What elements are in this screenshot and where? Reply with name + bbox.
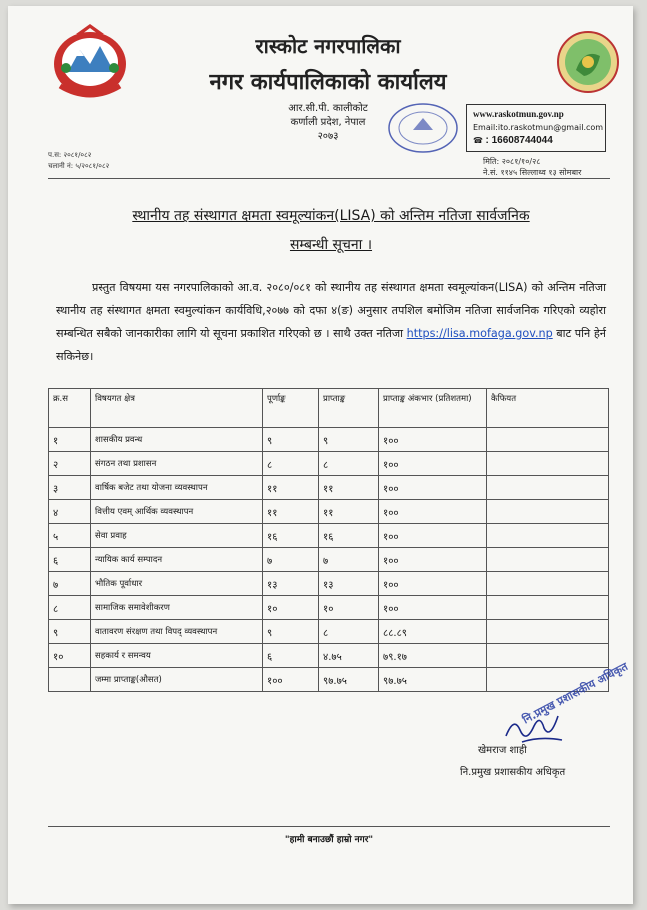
office-address <box>268 102 388 144</box>
col-header-sn: क्र.स <box>49 389 91 428</box>
cell-obtained: १६ <box>319 524 379 548</box>
signatory-name: खेमराज शाही <box>478 745 527 756</box>
cell-percent: १०० <box>379 596 487 620</box>
dispatch-number: चलानी नं: ५/२०८१/०८२ <box>48 162 110 170</box>
cell-area: जम्मा प्राप्ताङ्क(औसत) <box>91 668 263 692</box>
office-seal-stamp-icon <box>383 96 463 156</box>
office-name: नगर कार्यपालिकाको कार्यालय <box>209 69 447 95</box>
table-row <box>49 572 609 596</box>
cell-remarks <box>487 524 609 548</box>
date-block <box>483 156 581 178</box>
cell-remarks <box>487 644 609 668</box>
cell-full-marks: ९ <box>263 620 319 644</box>
col-header-full-marks: पूर्णाङ्क <box>263 389 319 428</box>
email-text: Email:ito.raskotmun@gmail.com <box>473 123 604 132</box>
cell-full-marks: ११ <box>263 500 319 524</box>
table-row <box>49 644 609 668</box>
cell-obtained: ८ <box>319 620 379 644</box>
cell-full-marks: १०० <box>263 668 319 692</box>
nepal-emblem-icon <box>48 20 132 102</box>
table-header-row <box>49 389 609 428</box>
cell-full-marks: ८ <box>263 452 319 476</box>
cell-obtained: १० <box>319 596 379 620</box>
table-row <box>49 548 609 572</box>
table-row <box>49 428 609 452</box>
col-header-percent: प्राप्ताङ्क अंकभार (प्रतिशतमा) <box>379 389 487 428</box>
cell-sn: २ <box>49 452 91 476</box>
cell-percent: ८८.८९ <box>379 620 487 644</box>
cell-area: वार्षिक बजेट तथा योजना व्यवस्थापन <box>91 476 263 500</box>
col-header-remarks: कैफियत <box>487 389 609 428</box>
cell-percent: १०० <box>379 452 487 476</box>
cell-obtained: ८ <box>319 452 379 476</box>
cell-sn: ५ <box>49 524 91 548</box>
results-table <box>48 388 609 692</box>
subject-line-1: स्थानीय तह संस्थागत क्षमता स्वमूल्यांकन(LISA) को अन्तिम नतिजा सार्वजनिक <box>132 208 530 224</box>
cell-area: वित्तीय एवम् आर्थिक व्यवस्थापन <box>91 500 263 524</box>
cell-area: न्यायिक कार्य सम्पादन <box>91 548 263 572</box>
cell-area: संगठन तथा प्रशासन <box>91 452 263 476</box>
cell-full-marks: १० <box>263 596 319 620</box>
cell-remarks <box>487 596 609 620</box>
cell-sn: ८ <box>49 596 91 620</box>
cell-sn: ९ <box>49 620 91 644</box>
footer-slogan: "हामी बनाउछौं हाम्रो नगर" <box>284 835 374 845</box>
address-line: २०७३ <box>317 131 339 142</box>
cell-percent: १०० <box>379 572 487 596</box>
cell-remarks <box>487 620 609 644</box>
body-text: प्रस्तुत विषयमा यस नगरपालिकाको आ.व. २०८०/०८१ को स्थानीय तह संस्थागत क्षमता स्वमूल्यांकन(LISA) को अन्तिम नतिजा स्थानीय तह संस्थागत क्षमता स्वमुल्यांकन कार्यविधि,२०७७ को दफा ४(ङ) अनुसार तपशिल बमोजिम नतिजा सार्वजनिक गरिएको व्यहोरा सम्बन्धित सबैको जानकारीका लागि यो सूचना प्रकाशित गरिएको छ । साथै उक्त नतिजा <box>56 281 606 340</box>
contact-box <box>466 104 606 152</box>
cell-percent: १०० <box>379 548 487 572</box>
cell-percent: ७९.१७ <box>379 644 487 668</box>
signatory-title: नि.प्रमुख प्रशासकीय अधिकृत <box>460 767 566 778</box>
cell-area: शासकीय प्रवन्ध <box>91 428 263 452</box>
cell-obtained: ९ <box>319 428 379 452</box>
table-row <box>49 620 609 644</box>
cell-obtained: ११ <box>319 500 379 524</box>
notice-date: मिति: २०८१/१०/२८ <box>483 157 541 166</box>
cell-full-marks: ११ <box>263 476 319 500</box>
header-divider <box>48 178 610 179</box>
cell-remarks <box>487 548 609 572</box>
table-row <box>49 668 609 692</box>
cell-sn: ३ <box>49 476 91 500</box>
phone-icon: ☎ <box>473 136 483 145</box>
cell-obtained: ७ <box>319 548 379 572</box>
cell-remarks <box>487 476 609 500</box>
cell-sn: ६ <box>49 548 91 572</box>
cell-obtained: ९७.७५ <box>319 668 379 692</box>
phone-number: : 16608744044 <box>485 135 553 146</box>
cell-percent: १०० <box>379 428 487 452</box>
website-link[interactable]: www.raskotmun.gov.np <box>473 109 564 119</box>
municipality-logo-icon <box>556 30 620 94</box>
address-line: आर.सी.पी. कालीकोट <box>288 103 368 114</box>
cell-area: सामाजिक समावेशीकरण <box>91 596 263 620</box>
subject-line-2: सम्बन्धी सूचना । <box>289 237 373 253</box>
cell-percent: ९७.७५ <box>379 668 487 692</box>
phone-row <box>473 134 599 147</box>
cell-remarks <box>487 428 609 452</box>
cell-obtained: ११ <box>319 476 379 500</box>
table-row <box>49 476 609 500</box>
reference-numbers <box>48 150 109 172</box>
cell-remarks <box>487 572 609 596</box>
municipality-name: रास्कोट नगरपालिका <box>255 34 401 58</box>
table-row <box>49 524 609 548</box>
ref-number: प.स: २०८१/०८२ <box>48 151 92 159</box>
notice-sheet <box>8 6 633 904</box>
approval-stamp: नि.प्रमुख प्रशासकीय अधिकृत <box>520 659 630 727</box>
col-header-area: विषयगत क्षेत्र <box>91 389 263 428</box>
notice-subject <box>56 202 606 260</box>
cell-full-marks: ६ <box>263 644 319 668</box>
cell-full-marks: ९ <box>263 428 319 452</box>
cell-full-marks: १३ <box>263 572 319 596</box>
cell-remarks <box>487 500 609 524</box>
cell-area: सहकार्य र समन्वय <box>91 644 263 668</box>
cell-percent: १०० <box>379 500 487 524</box>
cell-full-marks: ७ <box>263 548 319 572</box>
cell-remarks <box>487 452 609 476</box>
cell-sn: ७ <box>49 572 91 596</box>
cell-full-marks: १६ <box>263 524 319 548</box>
cell-area: भौतिक पूर्वाधार <box>91 572 263 596</box>
address-line: कर्णाली प्रदेश, नेपाल <box>290 117 366 128</box>
cell-area: वातावरण संरक्षण तथा विपद् व्यवस्थापन <box>91 620 263 644</box>
footer-divider <box>48 826 610 827</box>
cell-sn: १ <box>49 428 91 452</box>
cell-sn: ४ <box>49 500 91 524</box>
cell-percent: १०० <box>379 524 487 548</box>
table-row <box>49 500 609 524</box>
notice-body <box>56 276 606 368</box>
cell-obtained: १३ <box>319 572 379 596</box>
notice-date-ns: ने.सं. ११४५ सिल्लाथ्व १३ सोमबार <box>483 168 582 177</box>
table-row <box>49 596 609 620</box>
col-header-obtained: प्राप्ताङ्क <box>319 389 379 428</box>
cell-sn <box>49 668 91 692</box>
cell-obtained: ४.७५ <box>319 644 379 668</box>
cell-area: सेवा प्रवाह <box>91 524 263 548</box>
body-text-tail: बाट पनि हेर्न सकिनेछ। <box>56 327 606 363</box>
cell-sn: १० <box>49 644 91 668</box>
table-row <box>49 452 609 476</box>
lisa-portal-link[interactable]: https://lisa.mofaga.gov.np <box>406 327 553 340</box>
cell-percent: १०० <box>379 476 487 500</box>
